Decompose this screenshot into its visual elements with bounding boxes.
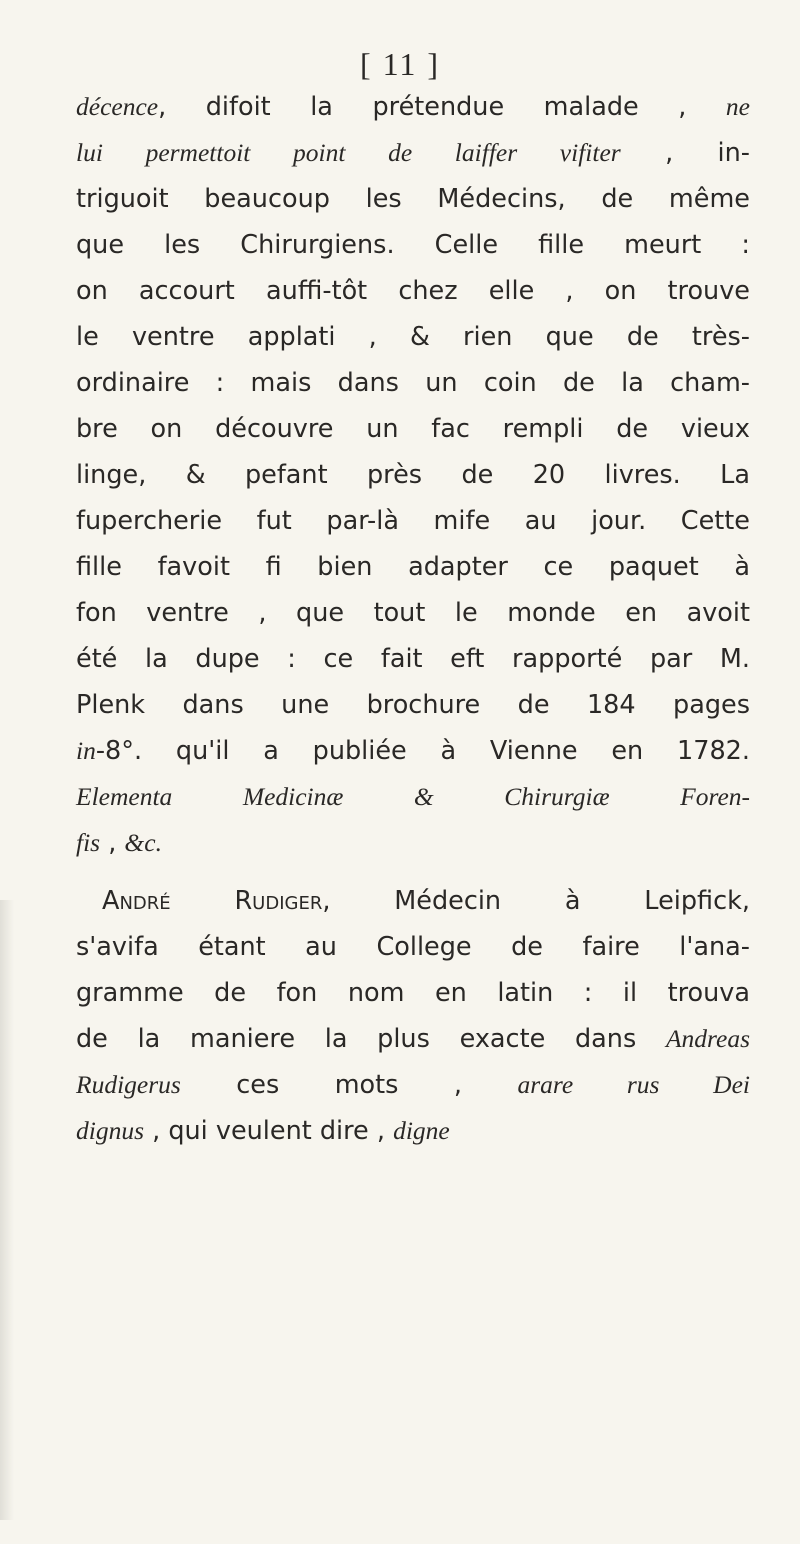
text-segment: , difoit la prétendue malade , (158, 92, 726, 122)
text-segment: digne (393, 1116, 450, 1145)
paragraph-2 (76, 878, 750, 1154)
text-segment: André Rudiger (102, 886, 323, 916)
text-segment: Elementa Medicinæ & Chirurgiæ Foren- (76, 782, 750, 811)
text-segment: -8°. qu'il a publiée à Vienne en 1782. (95, 736, 750, 766)
text-segment: ne (725, 92, 750, 121)
text-segment: linge, & pefant près de 20 livres. La (76, 460, 750, 490)
text-segment: le ventre applati , & rien que de très- (76, 322, 750, 352)
text-segment: fis (76, 828, 101, 857)
text-segment: ordinaire : mais dans un coin de la cham- (76, 368, 750, 398)
text-segment: Rudigerus (76, 1070, 181, 1099)
text-segment: , Médecin à Leipfick, (322, 886, 750, 916)
text-line (76, 452, 750, 498)
text-segment: bre on découvre un fac rempli de vieux (76, 414, 750, 444)
text-segment: s'avifa étant au College de faire l'ana- (76, 932, 750, 962)
text-line (76, 130, 750, 176)
text-segment: , in- (620, 138, 750, 168)
text-segment: gramme de fon nom en latin : il trouva (76, 978, 750, 1008)
text-segment: fupercherie fut par-là mife au jour. Cette (76, 506, 750, 536)
text-line (76, 268, 750, 314)
text-segment: fon ventre , que tout le monde en avoit (76, 598, 750, 628)
text-line (76, 682, 750, 728)
text-line (76, 590, 750, 636)
text-segment: que les Chirurgiens. Celle fille meurt : (76, 230, 750, 260)
paragraph-1 (76, 84, 750, 866)
text-line (76, 544, 750, 590)
text-line (76, 636, 750, 682)
text-line (76, 970, 750, 1016)
text-segment: &c. (124, 828, 162, 857)
text-segment: , (100, 828, 125, 858)
text-line (76, 728, 750, 774)
text-segment: décence (76, 92, 159, 121)
text-segment: on accourt auffi-tôt chez elle , on trouve (76, 276, 750, 306)
text-segment: fille favoit fi bien adapter ce paquet à (76, 552, 750, 582)
page-number: [ 11 ] (359, 46, 441, 82)
text-segment: Andreas (665, 1024, 750, 1053)
text-segment: arare rus Dei (517, 1070, 750, 1099)
text-segment: Plenk dans une brochure de 184 pages (76, 690, 750, 720)
text-line (76, 314, 750, 360)
gutter-shadow (0, 900, 14, 1520)
text-line (76, 176, 750, 222)
text-line (76, 878, 750, 924)
text-segment: ces mots , (180, 1070, 518, 1100)
text-line (76, 406, 750, 452)
text-segment: lui permettoit point de laiffer vifiter (76, 138, 621, 167)
text-line (76, 1062, 750, 1108)
text-segment: triguoit beaucoup les Médecins, de même (76, 184, 750, 214)
text-segment: été la dupe : ce fait eft rapporté par M. (76, 644, 750, 674)
text-line (76, 360, 750, 406)
text-line (76, 924, 750, 970)
text-segment: in (76, 736, 96, 765)
text-line (76, 222, 750, 268)
text-segment: de la maniere la plus exacte dans (76, 1024, 666, 1054)
text-segment: , qui veulent dire , (144, 1116, 394, 1146)
text-segment: dignus (76, 1116, 145, 1145)
text-line (76, 84, 750, 130)
text-line (76, 774, 750, 820)
text-line (76, 498, 750, 544)
text-line (76, 1016, 750, 1062)
text-line (76, 1108, 750, 1154)
text-line (76, 820, 750, 866)
